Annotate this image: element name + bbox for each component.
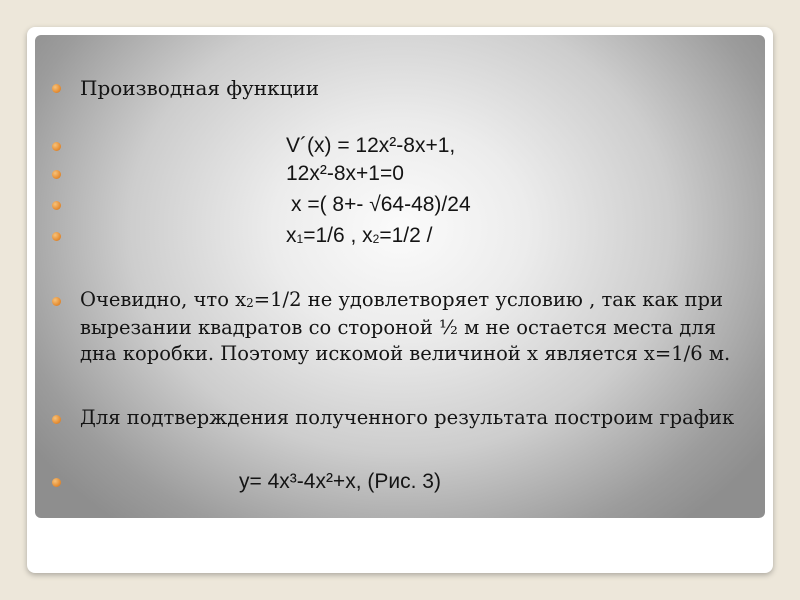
bullet-icon — [52, 232, 61, 241]
heading-derivative: Производная функции — [80, 76, 320, 100]
bullet-icon — [52, 201, 61, 210]
graph-sentence: Для подтверждения полученного результата построим график — [80, 406, 735, 429]
bullet-icon — [52, 84, 61, 93]
bullet-icon — [52, 170, 61, 179]
formula-root-values: $x_1=1/6$ , $x_2=1/2$ / — [286, 224, 433, 247]
slide-panel — [35, 35, 765, 518]
bullet-icon — [52, 142, 61, 151]
formula-roots: x =( 8+- √64-48)/24 — [291, 193, 471, 216]
bullet-icon — [52, 415, 61, 424]
formula-derivative: V´(x) = 12x²-8x+1, — [286, 134, 456, 157]
formula-function: y= 4x³-4x²+x, (Рис. 3) — [239, 470, 441, 493]
bullet-icon — [52, 297, 61, 306]
explanation-paragraph: Очевидно, что $x_2=1/2$ не удовлетворяет условию , так как при вырезании квадратов со стороной ½ м не остается места для дна коробки. Поэтому искомой величиной х является х=1/6 м. — [80, 288, 731, 365]
formula-equation: 12x²-8x+1=0 — [286, 162, 404, 185]
slide-frame — [27, 27, 773, 573]
bullet-icon — [52, 478, 61, 487]
